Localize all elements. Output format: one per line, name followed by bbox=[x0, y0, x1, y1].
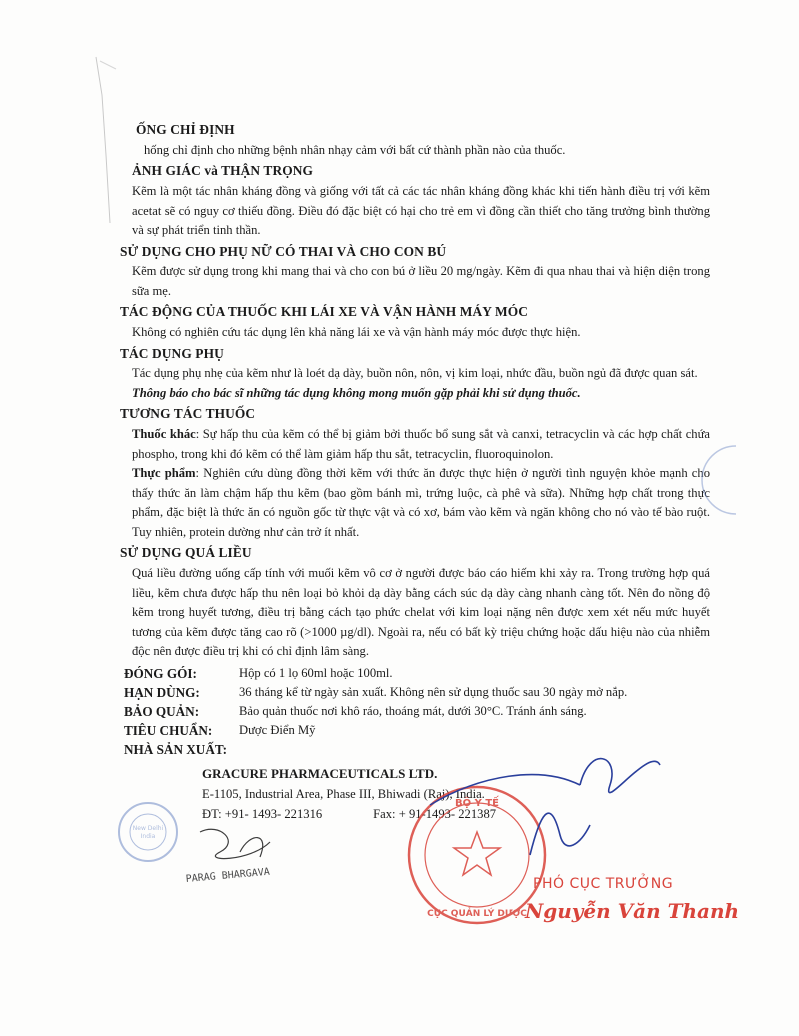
signature-left bbox=[180, 822, 360, 892]
document-body bbox=[120, 120, 710, 663]
section-text: hống chỉ định cho những bệnh nhân nhạy cảm với bất cứ thành phần nào của thuốc. bbox=[144, 142, 566, 157]
info-label: ĐÓNG GÓI: bbox=[124, 666, 197, 681]
info-value: Dược Điển Mỹ bbox=[239, 723, 316, 737]
section-text: Không có nghiên cứu tác dụng lên khả năng lái xe và vận hành máy móc được thực hiện. bbox=[132, 325, 581, 340]
section-side-effects bbox=[120, 344, 710, 404]
edge-stamp bbox=[696, 440, 736, 520]
svg-text:BỘ Y TẾ: BỘ Y TẾ bbox=[455, 798, 499, 809]
section-heading: TÁC ĐỘNG CỦA THUỐC KHI LÁI XE VÀ VẬN HÀNH MÁY MÓC bbox=[120, 304, 529, 320]
info-label: HẠN DÙNG: bbox=[124, 685, 200, 700]
section-interactions bbox=[120, 404, 710, 542]
svg-text:PARAG BHARGAVA: PARAG BHARGAVA bbox=[185, 866, 271, 885]
info-row-storage bbox=[124, 702, 684, 721]
manufacturer-name: GRACURE PHARMACEUTICALS LTD. bbox=[202, 766, 438, 781]
interaction-text: : Nghiên cứu dùng đồng thời kẽm với thức ăn được thực hiện ở người tình nguyện khỏe mạnh cho thấy thức ăn làm chậm hấp thu kẽm (bao gồm bánh mì, trứng luộc, cà phê và sữa). Những hợp chất trong thực phẩm, đặc biệt là thức ăn có nguồn gốc từ thực vật và có xơ, bám vào kẽm và ngăn không cho nó vào tế bào ruột. Tuy nhiên, protein dường như cản trở ít nhất. bbox=[132, 466, 710, 539]
interaction-label: Thực phẩm bbox=[132, 466, 196, 481]
svg-text:New Delhi: New Delhi bbox=[132, 825, 164, 832]
interaction-food bbox=[132, 464, 710, 542]
info-value: 36 tháng kể từ ngày sản xuất. Không nên sử dụng thuốc sau 30 ngày mở nắp. bbox=[239, 685, 628, 699]
manufacturer-address: E-1105, Industrial Area, Phase III, Bhiwadi (Raj), India. bbox=[202, 787, 485, 801]
info-row-packaging bbox=[124, 664, 684, 683]
section-text: Quá liều đường uống cấp tính với muối kẽm vô cơ ở người được báo cáo hiếm khi xảy ra. Trong trường hợp quá liều, kẽm chưa được hấp thu nên loại bỏ khỏi dạ dày bằng cách súc dạ dày càng nhanh càng tốt. Nên đo nồng độ kẽm trong huyết tương, điều trị bằng cách tạo phức chelat với kim loại nặng nên được xem xét nếu mức huyết tương của kẽm được tăng cao rõ (>1000 µg/dl). Ngoài ra, nếu có bất kỳ triệu chứng hoặc dấu hiệu nào của nhiễm độc nên được điều trị khi có chỉ định lâm sàng. bbox=[132, 566, 710, 659]
info-label: BẢO QUẢN: bbox=[124, 704, 200, 719]
section-overdose bbox=[120, 543, 710, 661]
section-heading: SỬ DỤNG CHO PHỤ NỮ CÓ THAI VÀ CHO CON BÚ bbox=[120, 243, 447, 259]
company-stamp bbox=[116, 800, 180, 864]
svg-text:CỤC QUẢN LÝ DƯỢC: CỤC QUẢN LÝ DƯỢC bbox=[427, 909, 527, 919]
section-heading: TƯƠNG TÁC THUỐC bbox=[120, 406, 256, 422]
section-contraindications bbox=[120, 120, 710, 160]
info-label: NHÀ SẢN XUẤT: bbox=[124, 742, 228, 757]
official-name: Nguyễn Văn Thanh bbox=[525, 899, 740, 923]
section-pregnancy bbox=[120, 242, 710, 302]
side-effects-note: Thông báo cho bác sĩ những tác dụng không mong muốn gặp phải khi sử dụng thuốc. bbox=[132, 385, 581, 400]
section-warnings bbox=[120, 161, 710, 240]
section-heading: ẢNH GIÁC và THẬN TRỌNG bbox=[132, 163, 314, 179]
section-driving bbox=[120, 302, 710, 342]
section-heading: TÁC DỤNG PHỤ bbox=[120, 345, 224, 361]
section-text: Tác dụng phụ nhẹ của kẽm như là loét dạ dày, buồn nôn, nôn, vị kim loại, nhức đầu, buồn ngủ đã được quan sát. bbox=[132, 366, 698, 381]
info-label: TIÊU CHUẨN: bbox=[124, 723, 213, 738]
official-title: PHÓ CỤC TRƯỞNG bbox=[533, 876, 674, 892]
section-text: Kẽm là một tác nhân kháng đồng và giống với tất cả các tác nhân kháng đồng khác khi tiến hành điều trị với kẽm acetat sẽ có nguy cơ thiếu đồng. Điều đó đặc biệt có hại cho trẻ em vì đồng cần thiết cho tăng trưởng bình thường và sự phát triển tinh thần. bbox=[132, 184, 710, 238]
signature-official bbox=[420, 735, 680, 885]
info-value: Bảo quản thuốc nơi khô ráo, thoáng mát, dưới 30°C. Tránh ánh sáng. bbox=[239, 704, 587, 718]
interaction-label: Thuốc khác bbox=[132, 427, 196, 442]
svg-text:India: India bbox=[140, 833, 156, 840]
info-row-expiry bbox=[124, 683, 684, 702]
section-text: Kẽm được sử dụng trong khi mang thai và cho con bú ở liều 20 mg/ngày. Kẽm đi qua nhau thai và hiện diện trong sữa mẹ. bbox=[132, 264, 710, 298]
info-value: Hộp có 1 lọ 60ml hoặc 100ml. bbox=[239, 666, 393, 680]
manufacturer-fax: Fax: + 91-1493- 221387 bbox=[373, 807, 497, 821]
section-heading: ỐNG CHỈ ĐỊNH bbox=[136, 122, 235, 137]
interaction-text: : Sự hấp thu của kẽm có thể bị giảm bởi thuốc bổ sung sắt và canxi, tetracyclin và các hợp chất chứa phospho, trong khi đó kẽm có thể làm giảm hấp thu sắt, tetracyclin, fluoroquinolon. bbox=[132, 427, 710, 461]
section-heading: SỬ DỤNG QUÁ LIỀU bbox=[120, 545, 252, 561]
manufacturer-phone: ĐT: +91- 1493- 221316 bbox=[202, 807, 323, 821]
interaction-other-drugs bbox=[132, 425, 710, 464]
